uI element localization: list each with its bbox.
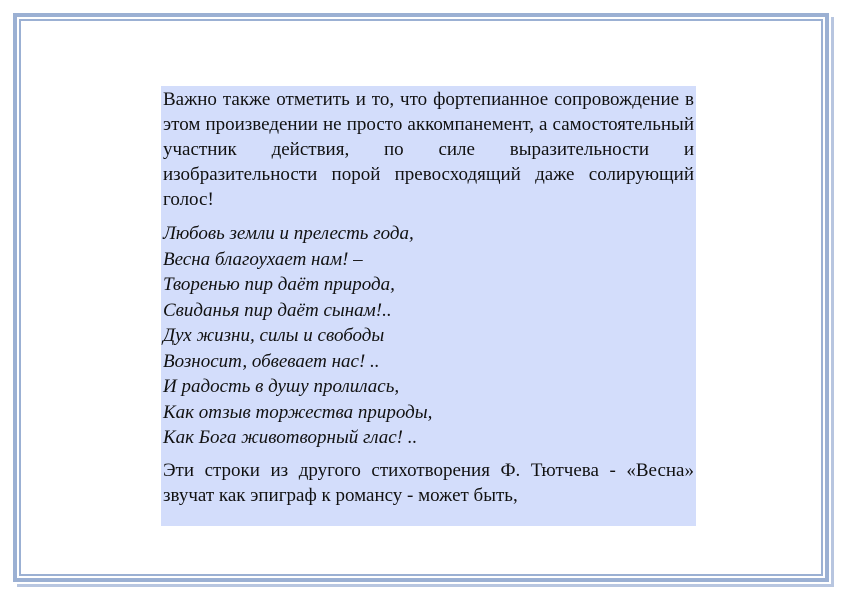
poem-line: Любовь земли и прелесть года, [163, 223, 414, 244]
poem-line: И радость в душу пролилась, [163, 376, 400, 397]
poem-quote [161, 221, 696, 451]
frame-shadow-right [831, 17, 834, 586]
poem-line: Творенью пир даёт природа, [163, 274, 395, 295]
closing-paragraph: Эти строки из другого стихотворения Ф. Тютчева - «Весна» звучат как эпиграф к романсу - может быть, [163, 459, 694, 506]
frame-shadow-bottom [17, 584, 834, 587]
poem-line: Дух жизни, силы и свободы [163, 325, 385, 346]
poem-line: Возносит, обвевает нас! .. [163, 350, 380, 372]
poem-line: Свиданья пир даёт сынам!.. [163, 299, 392, 321]
poem-line: Весна благоухает нам! – [163, 248, 363, 270]
poem-line: Как Бога животворный глас! .. [163, 427, 418, 448]
intro-paragraph: Важно также отметить и то, что фортепианное сопровождение в этом произведении не просто аккомпанемент, а самостоятельный участник действия, по силе выразительности и изобразительности порой превосходящий даже солирующий голос! [163, 89, 694, 210]
poem-line: Как отзыв торжества природы, [163, 401, 433, 423]
highlighted-text-block [161, 86, 696, 526]
